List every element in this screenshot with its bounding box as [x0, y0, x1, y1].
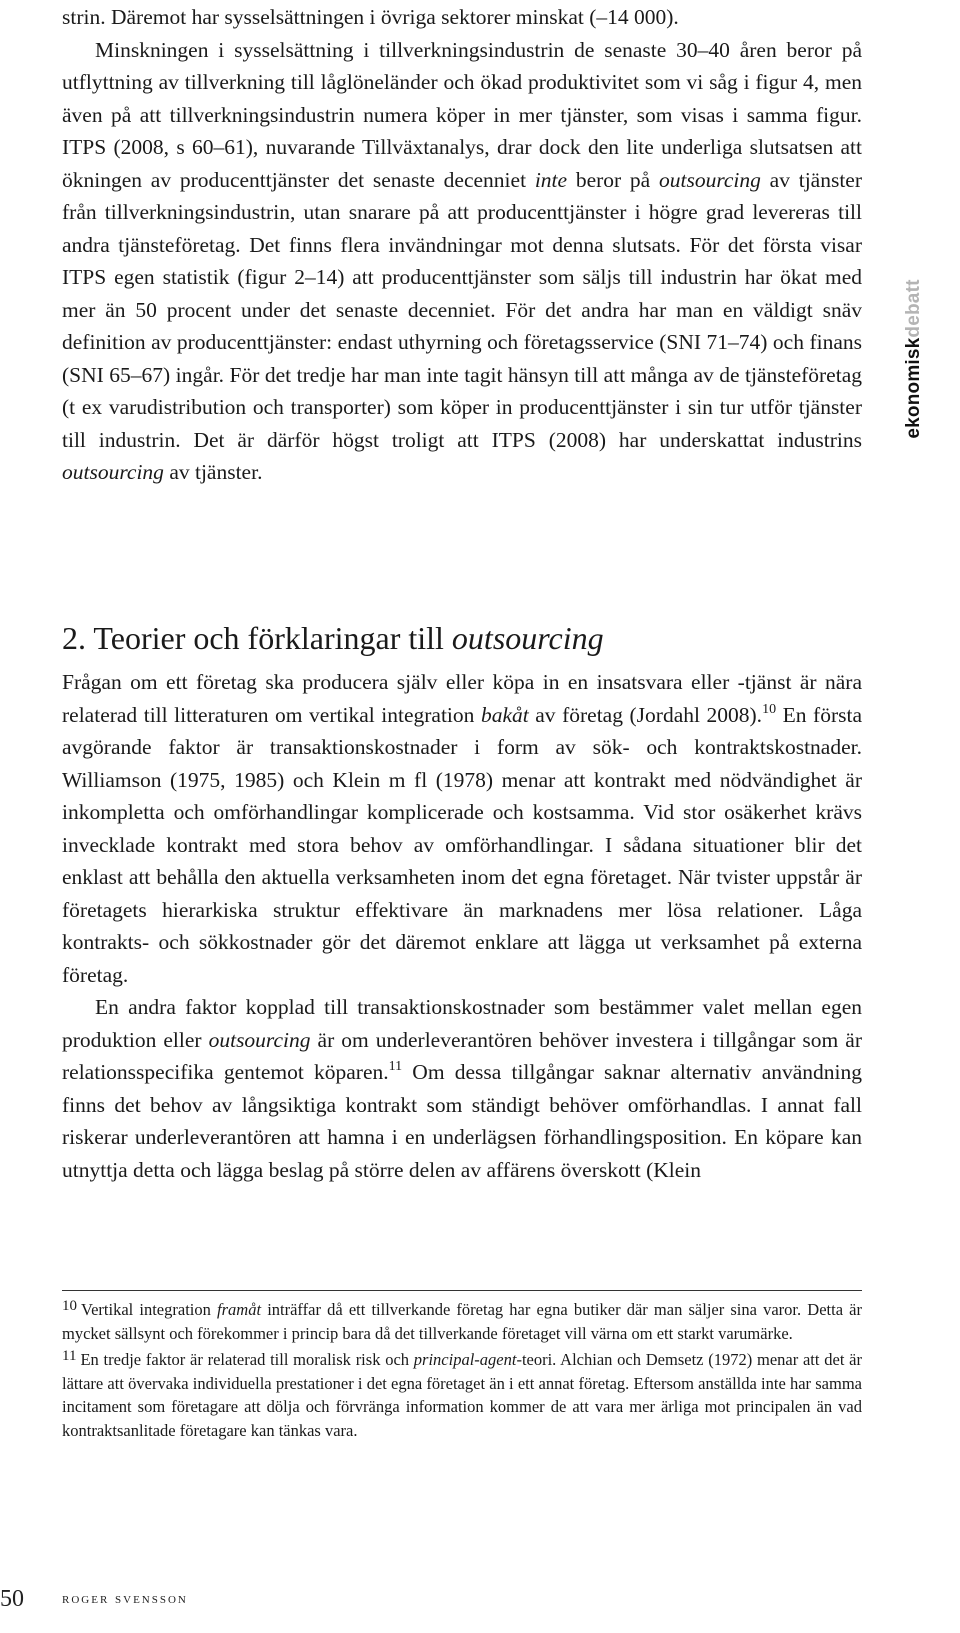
running-footer-author: roger svensson	[62, 1591, 188, 1607]
footnote-11: 11 En tredje faktor är relaterad till moralisk risk och principal-agent-teori. Alchian och Demsetz (1972) menar att det är lättare att övervaka individuella prestationer i det egna företaget än i ett annat företag. Eftersom anställda inte har samma incitament som företagare att dölja och förvränga information kommer de att vara mer ärliga mot principalen än vad kontraktsanlitade företagare kan tänkas vara.	[62, 1348, 862, 1440]
footnotes	[62, 1298, 862, 1445]
body-text-top	[62, 1, 862, 489]
paragraph-continuation: strin. Däremot har sysselsättningen i övriga sektorer minskat (–14 000).	[62, 5, 679, 29]
footnote-10: 10 Vertikal integration framåt inträffar då ett tillverkande företag har egna butiker där man säljer sina varor. Detta är mycket sällsynt och förekommer i princip bara då det tillverkande företaget vill värna om ett starkt varumärke.	[62, 1298, 862, 1343]
paragraph-vertikal-integration: Frågan om ett företag ska producera själv eller köpa in en insatsvara eller -tjänst är nära relaterad till litteraturen om vertikal integration bakåt av företag (Jordahl 2008).$^{10}$ En första avgörande faktor är transaktionskostnader i form av sök- och kontraktskostnader. Williamson (1975, 1985) och Klein m fl (1978) menar att kontrakt med nödvändighet är inkompletta och omförhandlingar komplicerade och kostsamma. Vid stor osäkerhet krävs invecklade kontrakt med stora behov av omförhandlingar. I sådana situationer blir det enklast att behålla den aktuella verksamheten inom det egna företaget. När tvister uppstår är företagets hierarkiska struktur effektivare än marknadens mer lösa relationer. Låga kontrakts- och sökkostnader gör det däremot enklare att lägga ut verksamhet på externa företag.	[62, 670, 862, 987]
side-label-debatt: debatt	[903, 279, 924, 338]
footnote-ref-10[interactable]: 10	[762, 701, 777, 717]
body-text-section2	[62, 666, 862, 1186]
section-heading: 2. Teorier och förklaringar till outsourcing	[62, 620, 604, 656]
side-label-ekonomisk: ekonomisk	[903, 337, 924, 439]
footnote-number: 11	[62, 1348, 77, 1364]
footnote-divider	[62, 1290, 862, 1291]
footnote-ref-11[interactable]: 11	[388, 1059, 403, 1074]
journal-side-label	[900, 264, 928, 454]
paragraph-andra-faktor: En andra faktor kopplad till transaktionskostnader som bestämmer valet mellan egen produktion eller outsourcing är om underleverantören behöver investera i tillgångar som är relationsspecifika gentemot köparen.$^{11}$ Om dessa tillgångar saknar alternativ användning finns det behov av långsiktiga kontrakt som ständigt behöver omförhandlas. I annat fall riskerar underleverantören att hamna i en underlägsen förhandlingsposition. En köpare kan utnyttja detta och lägga beslag på större delen av affärens överskott (Klein	[62, 995, 862, 1182]
footnote-number: 10	[62, 1298, 77, 1314]
page-number: 50	[0, 1586, 24, 1612]
paragraph-sysselsattning: Minskningen i sysselsättning i tillverkningsindustrin de senaste 30–40 åren beror på utflyttning av tillverkning till låglöneländer och ökad produktivitet som vi såg i figur 4, men även på att tillverkningsindustrin numera köper in mer tjänster, som visas i samma figur. ITPS (2008, s 60–61), nuvarande Tillväxtanalys, drar dock den lite underliga slutsatsen att ökningen av producenttjänster det senaste decenniet inte beror på outsourcing av tjänster från tillverkningsindustrin, utan snarare på att producenttjänster i högre grad levereras till andra tjänsteföretag. Det finns flera invändningar mot denna slutsats. För det första visar ITPS egen statistik (figur 2–14) att producenttjänster som säljs till industrin har ökat med mer än 50 procent under det senaste decenniet. För det andra har man en väldigt snäv definition av producenttjänster: endast uthyrning och företagsservice (SNI 71–74) och finans (SNI 65–67) ingår. För det tredje har man inte tagit hänsyn till att många av de tjänsteföretag (t ex varudistribution och transporter) som köper in producenttjänster i sin tur utför tjänster till industrin. Det är därför högst troligt att ITPS (2008) har underskattat industrins outsourcing av tjänster.	[62, 37, 863, 484]
